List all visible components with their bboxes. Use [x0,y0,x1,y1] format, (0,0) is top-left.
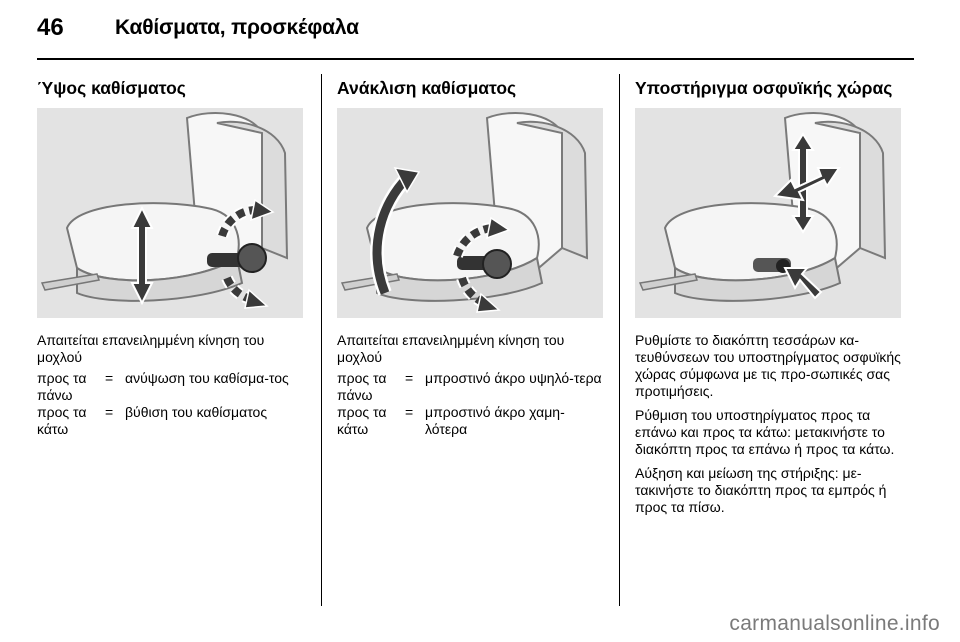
definition-list [337,370,605,438]
section-seat-height [37,78,305,438]
paragraph: Ρύθμιση του υποστηρίγματος προς τα επάνω και προς τα κάτω: μετακινήστε το διακόπτη προς τα επάνω ή προς τα κάτω. [635,407,895,457]
definition-desc: μπροστινό άκρο χαμη-λότερα [425,404,565,437]
definition-equals: = [405,370,414,386]
intro-text: Απαιτείται επανειλημμένη κίνηση του μοχλού [37,332,265,365]
section-seat-tilt [337,78,605,438]
section-heading: Υποστήριγμα οσφυϊκής χώρας [635,78,893,98]
seat-tilt-illustration [337,108,603,318]
definition-list [37,370,305,438]
definition-equals: = [105,370,114,386]
definition-desc: μπροστινό άκρο υψηλό-τερα [425,370,602,386]
header-rule [37,58,914,60]
definition-desc: ανύψωση του καθίσμα-τος [125,370,289,386]
definition-term: προς τα κάτω [37,404,87,437]
definition-equals: = [405,404,414,420]
watermark: carmanualsonline.info [729,612,940,635]
definition-equals: = [105,404,114,420]
seat-height-illustration [37,108,303,318]
section-heading: Ανάκλιση καθίσματος [337,78,517,98]
definition-row [337,370,605,404]
column-divider [619,74,620,606]
definition-row [37,370,305,404]
paragraph: Ρυθμίστε το διακόπτη τεσσάρων κα-τευθύνσεων του υποστηρίγματος οσφυϊκής χώρας σύμφωνα με τις προ-σωπικές σας προτιμήσεις. [635,332,901,399]
definition-term: προς τα πάνω [37,370,87,403]
section-lumbar-support [635,78,905,516]
definition-row [37,404,305,438]
intro-text: Απαιτείται επανειλημμένη κίνηση του μοχλού [337,332,565,365]
definition-term: προς τα κάτω [337,404,387,437]
page-number: 46 [37,14,64,41]
page-title: Καθίσματα, προσκέφαλα [115,16,359,39]
definition-desc: βύθιση του καθίσματος [125,404,268,420]
paragraph: Αύξηση και μείωση της στήριξης: με-τακινήστε το διακόπτη προς τα εμπρός ή προς τα πίσω. [635,465,887,515]
column-divider [321,74,322,606]
lumbar-support-illustration [635,108,901,318]
definition-row [337,404,605,438]
section-heading: Ύψος καθίσματος [37,78,186,98]
definition-term: προς τα πάνω [337,370,387,403]
